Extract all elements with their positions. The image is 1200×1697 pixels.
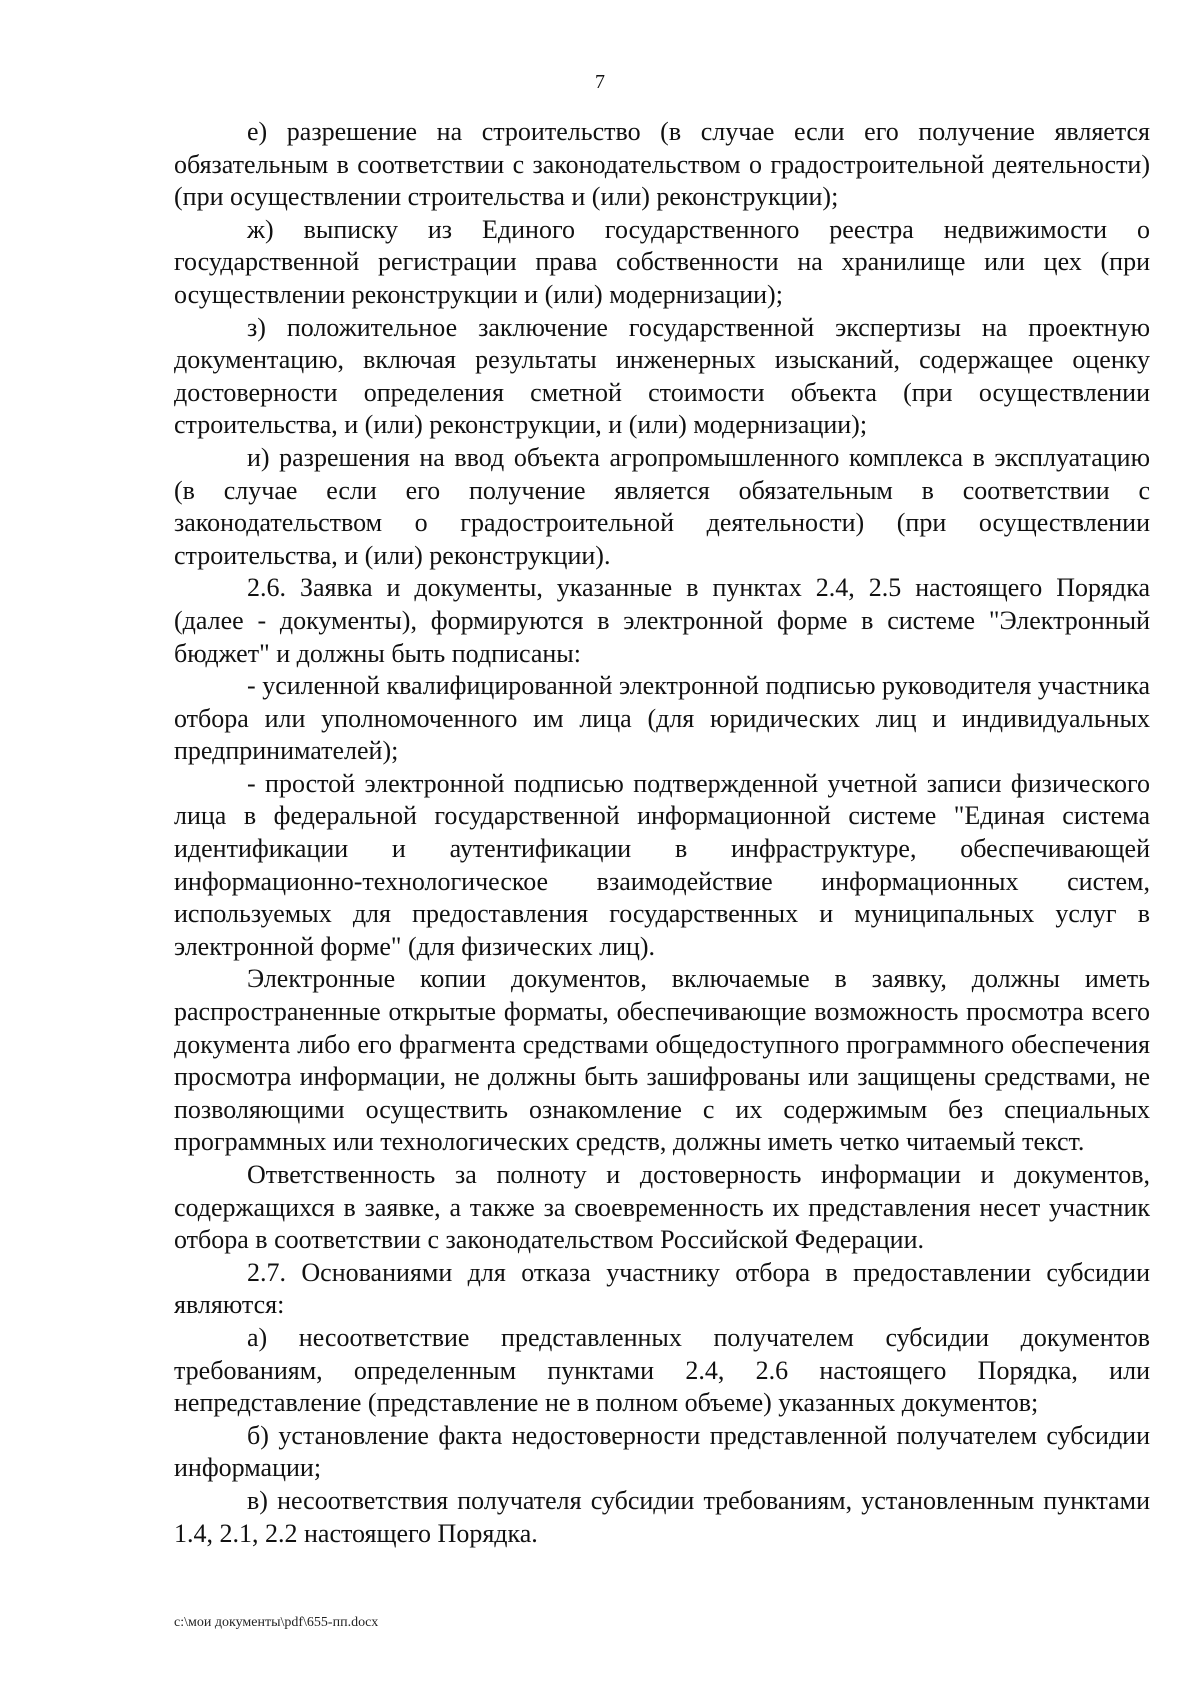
paragraph-2-6: 2.6. Заявка и документы, указанные в пунктах 2.4, 2.5 настоящего Порядка (далее - документы), формируются в электронной форме в системе "Электронный бюджет" и должны быть подписаны: — [174, 573, 1150, 668]
footer-file-path: c:\мои документы\pdf\655-пп.docx — [174, 1615, 379, 1630]
paragraph-z: з) положительное заключение государственной экспертизы на проектную документацию, включая результаты инженерных изысканий, содержащее оценку достоверности определения сметной стоимости объекта (при осуществлении строительства, и (или) реконструкции, и (или) модернизации); — [174, 312, 1150, 440]
document-body — [174, 116, 1150, 1550]
paragraph-signature-legal: - усиленной квалифицированной электронной подписью руководителя участника отбора или уполномоченного им лица (для юридических лиц и индивидуальных предпринимателей); — [174, 671, 1150, 766]
paragraph-signature-physical: - простой электронной подписью подтвержденной учетной записи физического лица в федеральной государственной информационной системе "Единая система идентификации и аутентификации в инфраструктуре, обеспечивающей информационно-технологическое взаимодействие информационных систем, используемых для предоставления государственных и муниципальных услуг в электронной форме" (для физических лиц). — [174, 768, 1150, 961]
paragraph-b: б) установление факта недостоверности представленной получателем субсидии информации; — [174, 1420, 1150, 1483]
paragraph-electronic-copies: Электронные копии документов, включаемые в заявку, должны иметь распространенные открытые форматы, обеспечивающие возможность просмотра всего документа либо его фрагмента средствами общедоступного программного обеспечения просмотра информации, не должны быть зашифрованы или защищены средствами, не позволяющими осуществить ознакомление с их содержимым без специальных программных или технологических средств, должны иметь четко читаемый текст. — [174, 964, 1150, 1157]
paragraph-responsibility: Ответственность за полноту и достоверность информации и документов, содержащихся в заявке, а также за своевременность их представления несет участник отбора в соответствии с законодательством Российской Федерации. — [174, 1160, 1150, 1255]
paragraph-v: в) несоответствия получателя субсидии требованиям, установленным пунктами 1.4, 2.1, 2.2 настоящего Порядка. — [174, 1485, 1150, 1548]
paragraph-zh: ж) выписку из Единого государственного реестра недвижимости о государственной регистрации права собственности на хранилище или цех (при осуществлении реконструкции и (или) модернизации); — [174, 214, 1150, 309]
paragraph-a: а) несоответствие представленных получателем субсидии документов требованиям, определенным пунктами 2.4, 2.6 настоящего Порядка, или непредставление (представление не в полном объеме) указанных документов; — [174, 1322, 1150, 1418]
paragraph-i: и) разрешения на ввод объекта агропромышленного комплекса в эксплуатацию (в случае если его получение является обязательным в соответствии с законодательством о градостроительной деятельности) (при осуществлении строительства, и (или) реконструкции). — [174, 442, 1150, 570]
paragraph-e: е) разрешение на строительство (в случае если его получение является обязательным в соответствии с законодательством о градостроительной деятельности) (при осуществлении строительства и (или) реконструкции); — [174, 117, 1150, 212]
paragraph-2-7: 2.7. Основаниями для отказа участнику отбора в предоставлении субсидии являются: — [174, 1257, 1150, 1320]
page-number: 7 — [595, 71, 605, 93]
